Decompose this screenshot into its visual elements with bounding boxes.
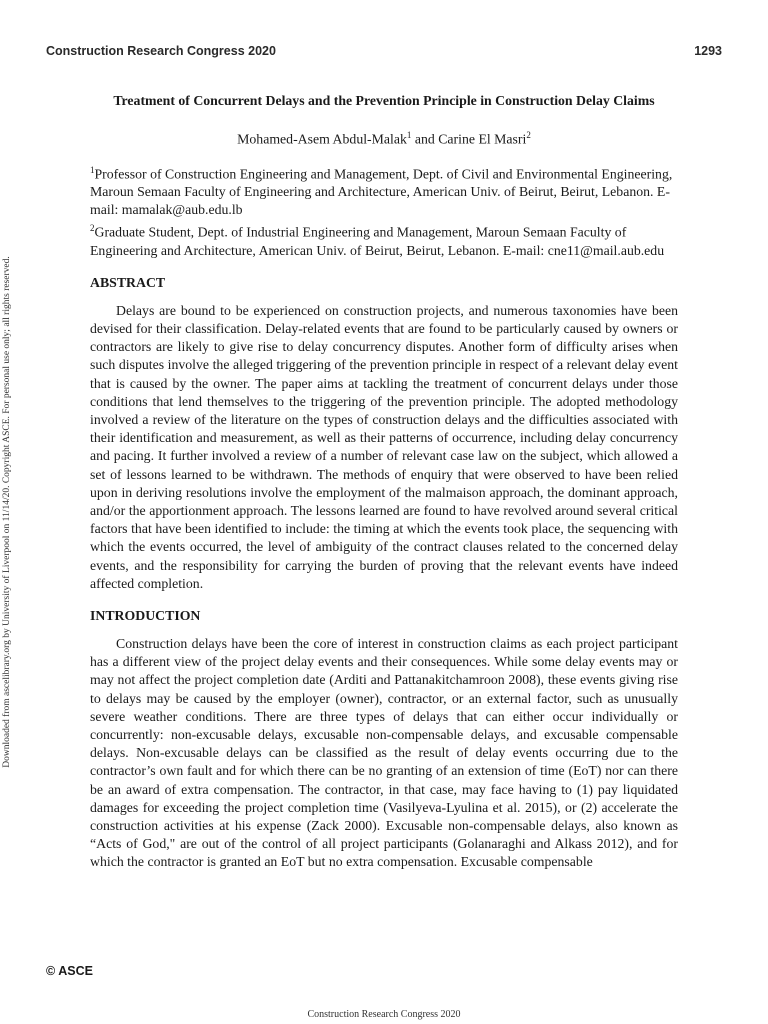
affiliation-text: Professor of Construction Engineering and Management, Dept. of Civil and Environmental Engineering, Maroun Semaan Faculty of Engineering and Architecture, American Univ. of Beirut, Beirut, Lebanon. E-mail: mamalak@aub.edu.lb bbox=[90, 166, 673, 218]
author-affiliation-mark: 1 bbox=[406, 130, 412, 140]
introduction-heading: INTRODUCTION bbox=[90, 608, 201, 624]
conference-name: Construction Research Congress 2020 bbox=[46, 44, 276, 58]
author-conjunction: and bbox=[411, 131, 439, 147]
paper-title: Treatment of Concurrent Delays and the Prevention Principle in Construction Delay Claims bbox=[113, 93, 655, 108]
abstract-text: Delays are bound to be experienced on construction projects, and numerous taxonomies have been devised for their classification. Delay-related events that are found to be particularly caused by owners or contractors are likely to give rise to delay concurrency disputes. Another form of difficulty arises when such disputes involve the alleged triggering of the prevention principle in respect of a relevant delay event that is caused by the owner. The paper aims at tackling the treatment of concurrent delays under those conditions that lend themselves to the triggering of the prevention principle. The adopted methodology involved a review of the literature on the types of construction delays and the difficulties associated with their identification and measurement, as well as their patterns of occurrence, including delay concurrency and pacing. It further involved a review of a number of relevant case law on the subject, which allowed a set of lessons learned to be withdrawn. The methods of enquiry that were observed to have been relied upon in deriving resolutions involve the employment of the malmaison approach, the dominant approach, and/or the apportionment approach. The lessons learned are found to have revolved around several critical factors that have been identified to include: the timing at which the events took place, the sequencing with which the events occurred, the level of ambiguity of the contract clauses related to the concerned delay events, and the responsibility for carrying the burden of proving that the relevant events have indeed affected completion. bbox=[90, 302, 678, 591]
affiliation-mark: 2 bbox=[90, 223, 95, 234]
introduction-text: Construction delays have been the core of interest in construction claims as each project participant has a different view of the project delay events and their consequences. While some delay events may or may not affect the project completion date (Arditi and Pattanakitchamroon 2008), these events giving rise to delays may be caused by the employer (owner), contractor, or an external factor, such as unusually severe weather conditions. There are three types of delays that can either occur individually or concurrently: non-excusable delays, excusable non-compensable delays, and excusable compensable delays. Non-excusable delays can be classified as the result of delay events occurring due to the contractor’s own fault and for which there can be no granting of an extension of time (EoT) nor can there be an award of extra compensation. The contractor, in that case, may face having to (1) pay liquidated damages for exceeding the project completion time (Vasilyeva-Lyulina et al. 2015), or (2) accelerate the construction activities at his expense (Zack 2000). Excusable non-compensable delays, also known as “Acts of God," are out of the control of all project participants (Golanaraghi and Alkass 2012), and for which the contractor is granted an EoT but no extra compensation. Excusable compensable bbox=[90, 636, 678, 870]
running-header bbox=[46, 44, 722, 64]
affiliation bbox=[90, 161, 678, 220]
footer-conference: Construction Research Congress 2020 bbox=[307, 1009, 461, 1020]
paper-body bbox=[90, 92, 678, 872]
download-notice bbox=[0, 0, 14, 1024]
affiliation bbox=[90, 219, 678, 260]
author-name: Carine El Masri bbox=[438, 131, 527, 147]
page-number: 1293 bbox=[694, 44, 722, 58]
author-name: Mohamed-Asem Abdul-Malak bbox=[237, 131, 407, 147]
affiliation-text: Graduate Student, Dept. of Industrial Engineering and Management, Maroun Semaan Faculty of Engineering and Architecture, American Univ. of Beirut, Beirut, Lebanon. E-mail: cne11@mail.aub.edu bbox=[90, 224, 665, 258]
author-affiliation-mark: 2 bbox=[526, 130, 531, 140]
copyright-mark: © ASCE bbox=[46, 964, 93, 978]
abstract-heading: ABSTRACT bbox=[90, 274, 166, 290]
download-notice-text: Downloaded from ascelibrary.org by University of Liverpool on 11/14/20. Copyright ASCE. For personal use only; all rights reserved. bbox=[2, 256, 12, 768]
affiliation-mark: 1 bbox=[90, 164, 95, 175]
author-line bbox=[90, 126, 678, 149]
